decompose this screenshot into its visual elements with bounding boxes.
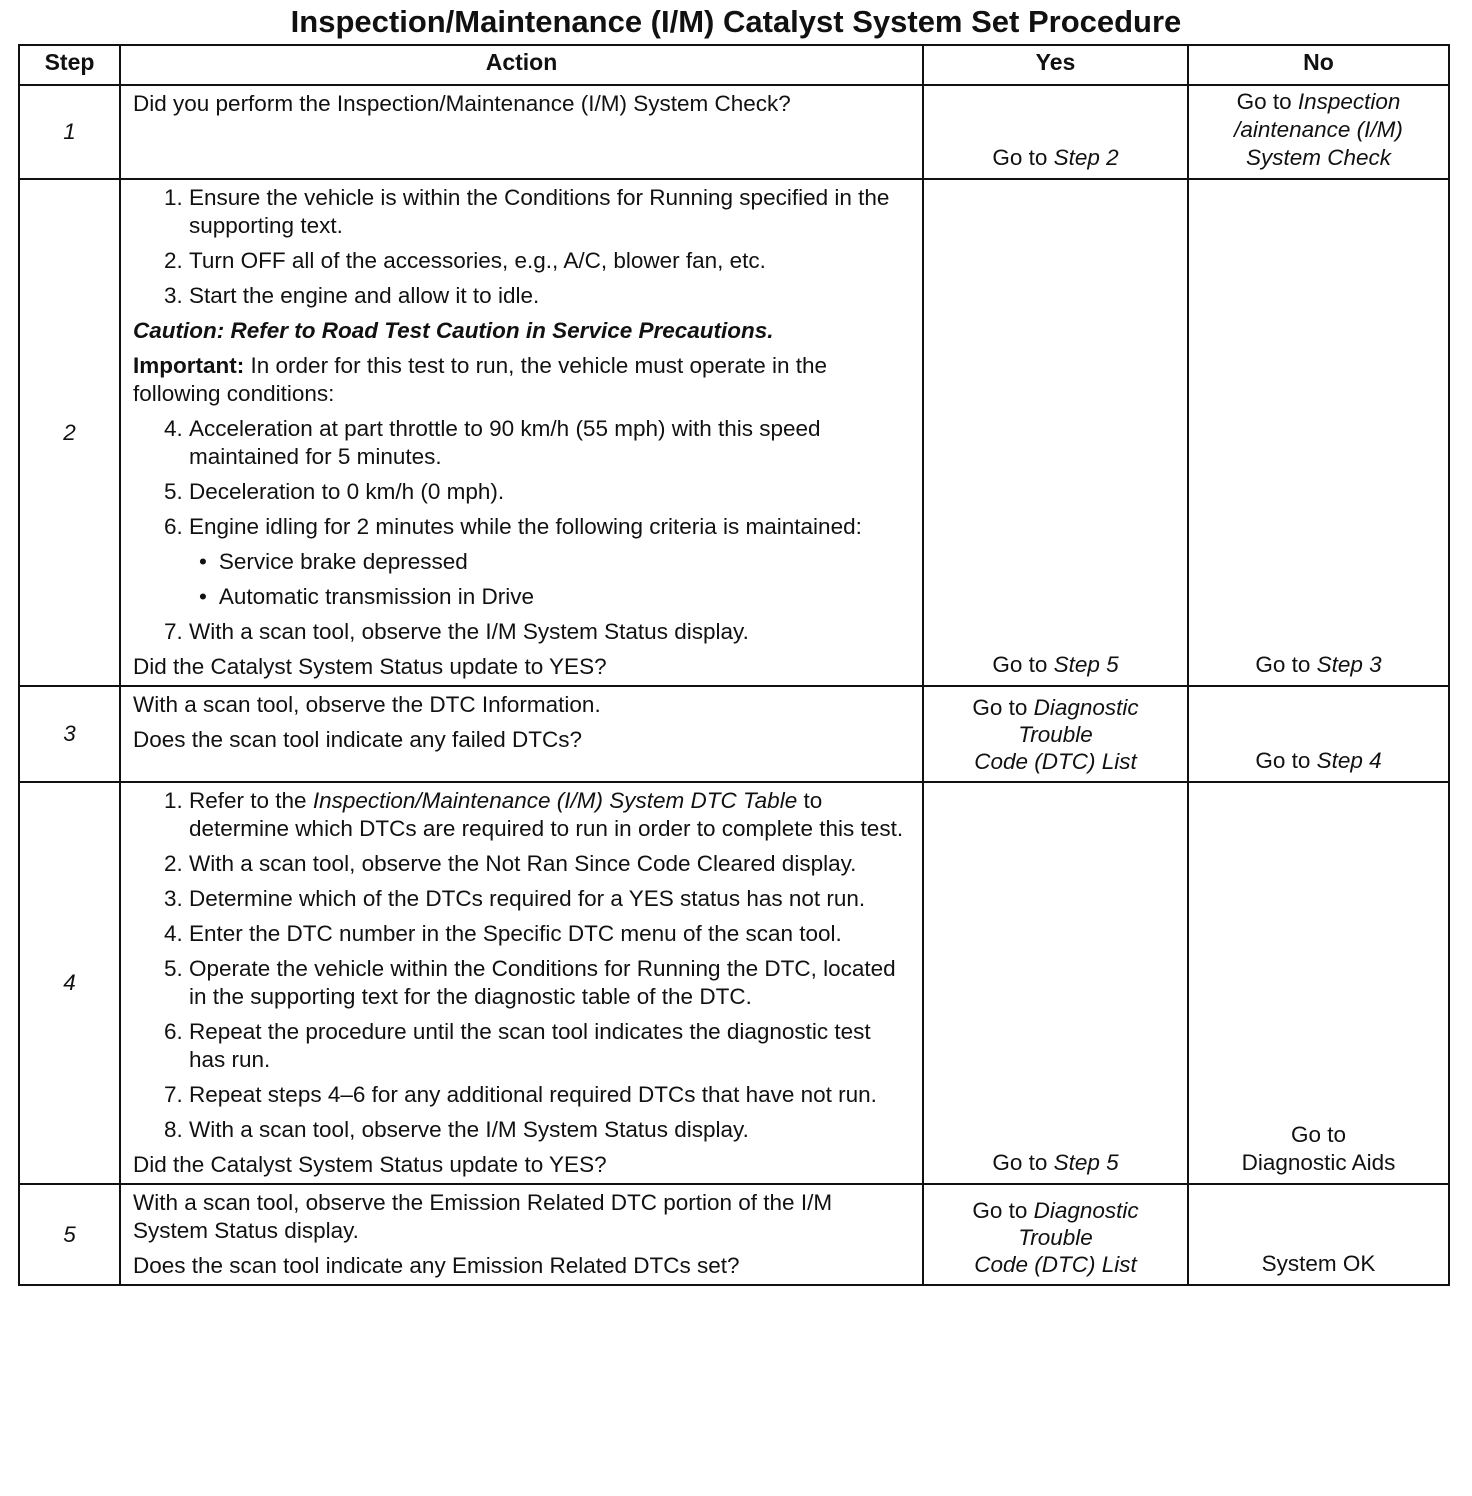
action-cell bbox=[120, 1184, 923, 1285]
no-cell: Go to Diagnostic Aids bbox=[1188, 782, 1449, 1184]
caution-text: Caution: Refer to Road Test Caution in Service Precautions. bbox=[133, 318, 774, 343]
yes-cell: Go to Step 2 bbox=[923, 85, 1188, 179]
header-yes: Yes bbox=[923, 45, 1188, 85]
list-item: 6. Engine idling for 2 minutes while the following criteria is maintained: • Service brake depressed • Automatic transmission in Drive bbox=[189, 513, 910, 611]
step-number: 4 bbox=[19, 782, 120, 1184]
no-cell: System OK bbox=[1188, 1184, 1449, 1285]
list-item: 7. Repeat steps 4–6 for any additional required DTCs that have not run. bbox=[189, 1081, 910, 1109]
action-text: With a scan tool, observe the DTC Information. bbox=[133, 692, 601, 717]
table-row bbox=[19, 782, 1449, 1184]
table-row bbox=[19, 179, 1449, 686]
list-item: 1. Refer to the Inspection/Maintenance (I/M) System DTC Table to determine which DTCs are required to run in order to complete this test. bbox=[189, 787, 910, 843]
step-number: 3 bbox=[19, 686, 120, 782]
header-step: Step bbox=[19, 45, 120, 85]
action-list bbox=[133, 415, 910, 646]
table-row bbox=[19, 85, 1449, 179]
question-text: Did the Catalyst System Status update to YES? bbox=[133, 654, 607, 679]
no-cell: Go to Inspection /aintenance (I/M) System Check bbox=[1188, 85, 1449, 179]
list-item: 5. Deceleration to 0 km/h (0 mph). bbox=[189, 478, 910, 506]
header-no: No bbox=[1188, 45, 1449, 85]
action-text: With a scan tool, observe the Emission Related DTC portion of the I/M System Status display. bbox=[133, 1190, 833, 1243]
question-text: Does the scan tool indicate any Emission Related DTCs set? bbox=[133, 1253, 740, 1278]
list-item: 2. With a scan tool, observe the Not Ran Since Code Cleared display. bbox=[189, 850, 910, 878]
yes-cell: Go to Step 5 bbox=[923, 782, 1188, 1184]
header-action: Action bbox=[120, 45, 923, 85]
action-cell bbox=[120, 179, 923, 686]
action-list bbox=[133, 787, 910, 1144]
list-item: 1. Ensure the vehicle is within the Conditions for Running specified in the supporting text. bbox=[189, 184, 910, 240]
list-item: 6. Repeat the procedure until the scan tool indicates the diagnostic test has run. bbox=[189, 1018, 910, 1074]
question-text: Did you perform the Inspection/Maintenance (I/M) System Check? bbox=[133, 91, 791, 116]
list-item: 3. Determine which of the DTCs required for a YES status has not run. bbox=[189, 885, 910, 913]
question-text: Does the scan tool indicate any failed DTCs? bbox=[133, 727, 582, 752]
action-cell bbox=[120, 85, 923, 179]
page-title: Inspection/Maintenance (I/M) Catalyst System Set Procedure bbox=[290, 4, 1182, 39]
step-number: 5 bbox=[19, 1184, 120, 1285]
no-cell: Go to Step 3 bbox=[1188, 179, 1449, 686]
list-item: 4. Acceleration at part throttle to 90 km/h (55 mph) with this speed maintained for 5 minutes. bbox=[189, 415, 910, 471]
procedure-table bbox=[18, 44, 1450, 1286]
yes-cell: Go to Diagnostic Trouble Code (DTC) List bbox=[923, 686, 1188, 782]
no-cell: Go to Step 4 bbox=[1188, 686, 1449, 782]
list-item: 5. Operate the vehicle within the Conditions for Running the DTC, located in the supporting text for the diagnostic table of the DTC. bbox=[189, 955, 910, 1011]
step-number: 2 bbox=[19, 179, 120, 686]
action-cell bbox=[120, 782, 923, 1184]
table-row bbox=[19, 686, 1449, 782]
step-number: 1 bbox=[19, 85, 120, 179]
list-item: 7. With a scan tool, observe the I/M System Status display. bbox=[189, 618, 910, 646]
important-note: Important: In order for this test to run, the vehicle must operate in the following conditions: bbox=[133, 353, 828, 406]
bullet-item: • Automatic transmission in Drive bbox=[199, 583, 910, 611]
list-item: 4. Enter the DTC number in the Specific DTC menu of the scan tool. bbox=[189, 920, 910, 948]
table-row bbox=[19, 1184, 1449, 1285]
list-item: 8. With a scan tool, observe the I/M System Status display. bbox=[189, 1116, 910, 1144]
yes-cell: Go to Step 5 bbox=[923, 179, 1188, 686]
list-item: 3. Start the engine and allow it to idle. bbox=[189, 282, 910, 310]
criteria-list bbox=[189, 548, 910, 611]
header-row bbox=[19, 45, 1449, 85]
bullet-item: • Service brake depressed bbox=[199, 548, 910, 576]
action-list bbox=[133, 184, 910, 310]
question-text: Did the Catalyst System Status update to YES? bbox=[133, 1152, 607, 1177]
action-cell bbox=[120, 686, 923, 782]
yes-cell: Go to Diagnostic Trouble Code (DTC) List bbox=[923, 1184, 1188, 1285]
list-item: 2. Turn OFF all of the accessories, e.g., A/C, blower fan, etc. bbox=[189, 247, 910, 275]
